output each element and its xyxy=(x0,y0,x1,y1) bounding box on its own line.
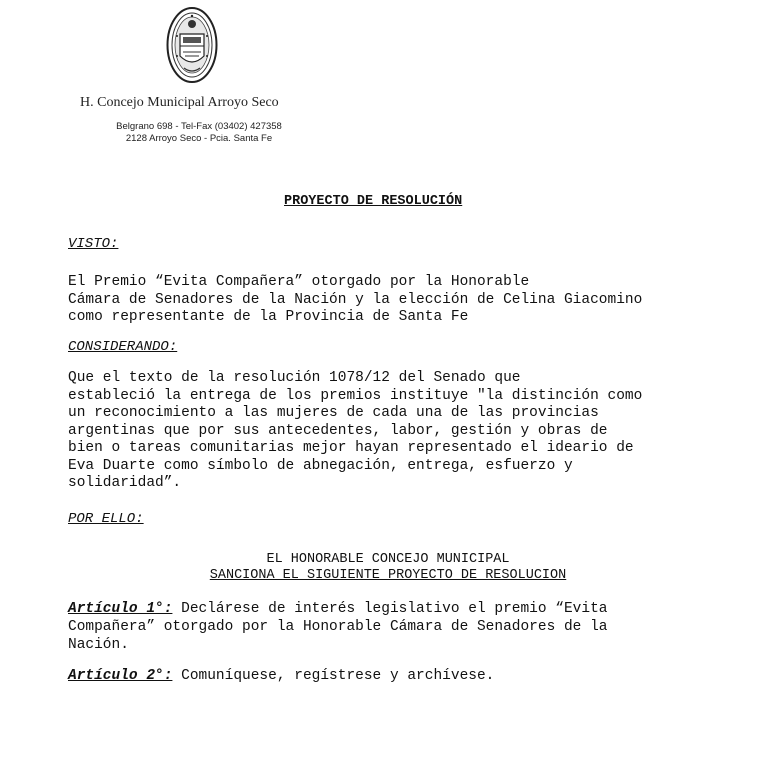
sanction-line-2: SANCIONA EL SIGUIENTE PROYECTO DE RESOLUCION xyxy=(209,568,567,583)
article-1-text: Declárese de interés legislativo el premio “Evita Compañera” otorgado por la Honorable Cámara de Senadores de la Nación. xyxy=(68,601,608,653)
por-ello-label: POR ELLO: xyxy=(68,511,144,527)
document-title: PROYECTO DE RESOLUCIÓN xyxy=(284,194,463,209)
sanction-line-1: EL HONORABLE CONCEJO MUNICIPAL xyxy=(266,552,510,567)
article-1 xyxy=(68,600,708,654)
council-address xyxy=(104,121,294,145)
article-2 xyxy=(68,667,708,685)
article-2-text: Comuníquese, regístrese y archívese. xyxy=(172,668,495,684)
municipal-seal-logo xyxy=(166,6,218,84)
considerando-paragraph: Que el texto de la resolución 1078/12 del Senado que estableció la entrega de los premios instituye "la distinción como un reconocimiento a las mujeres de cada una de las provincias argentinas que por sus antecedentes, labor, gestión y obras de bien o tareas comunitarias mejor hayan representado el ideario de Eva Duarte como símbolo de abnegación, entrega, esfuerzo y solidaridad”. xyxy=(68,370,643,491)
council-name: H. Concejo Municipal Arroyo Seco xyxy=(80,95,279,110)
article-1-label: Artículo 1°: xyxy=(68,601,173,617)
sanction-heading xyxy=(68,552,708,584)
article-2-label: Artículo 2°: xyxy=(68,668,173,684)
address-line-1: Belgrano 698 - Tel-Fax (03402) 427358 xyxy=(116,121,282,132)
address-line-2: 2128 Arroyo Seco - Pcia. Santa Fe xyxy=(125,133,273,144)
considerando-label: CONSIDERANDO: xyxy=(68,339,178,355)
visto-paragraph: El Premio “Evita Compañera” otorgado por la Honorable Cámara de Senadores de la Nación y la elección de Celina Giacomino como representante de la Provincia de Santa Fe xyxy=(68,274,643,325)
visto-label: VISTO: xyxy=(68,236,119,252)
